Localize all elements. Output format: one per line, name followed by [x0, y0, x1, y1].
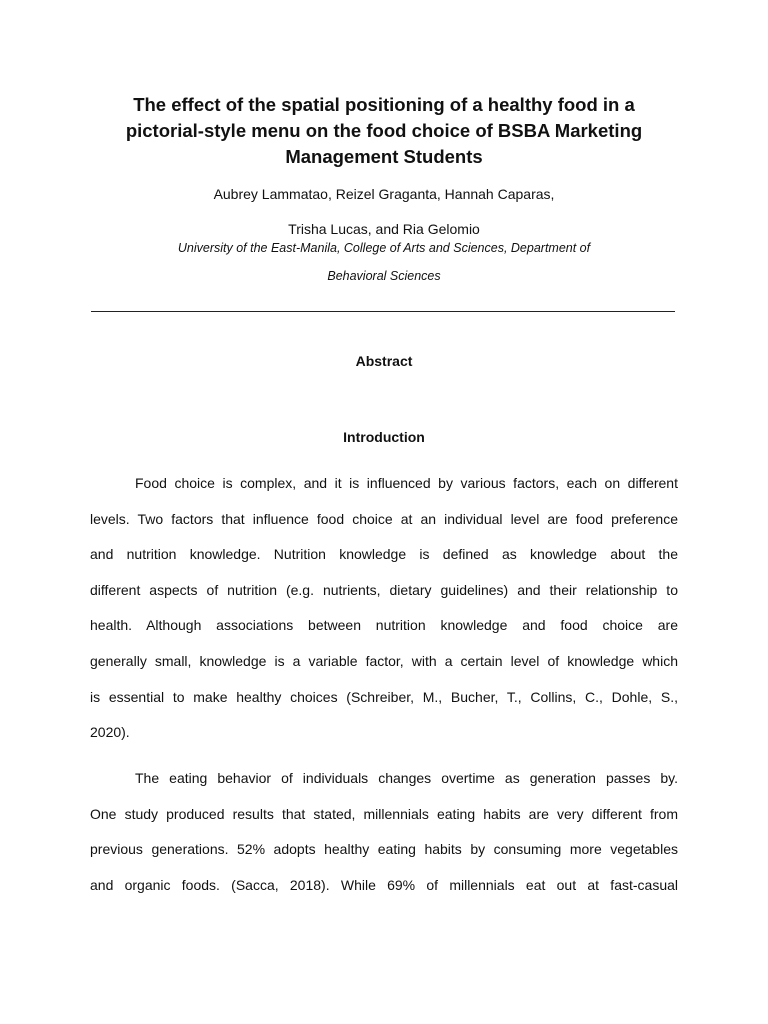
paragraph-line: generally small, knowledge is a variable factor, with a certain level of knowledge which	[90, 652, 678, 669]
paragraph-line: and organic foods. (Sacca, 2018). While 69% of millennials eat out at fast-casual	[90, 876, 678, 893]
affiliation	[90, 234, 678, 290]
paragraph-2	[90, 761, 678, 903]
paragraph-line: Food choice is complex, and it is influenced by various factors, each on different	[135, 475, 678, 491]
paragraph-line: is essential to make healthy choices (Schreiber, M., Bucher, T., Collins, C., Dohle, S.,	[90, 688, 678, 705]
paragraph-1	[90, 466, 678, 751]
title-line: Management Students	[285, 146, 483, 167]
paragraph-line: and nutrition knowledge. Nutrition knowledge is defined as knowledge about the	[90, 546, 678, 563]
paragraph-line: previous generations. 52% adopts healthy eating habits by consuming more vegetables	[90, 841, 678, 858]
author-line: Aubrey Lammatao, Reizel Graganta, Hannah Caparas,	[213, 186, 555, 202]
title-line: The effect of the spatial positioning of a healthy food in a	[133, 94, 635, 115]
paragraph-line: levels. Two factors that influence food choice at an individual level are food preference	[90, 510, 678, 527]
introduction-heading: Introduction	[343, 429, 425, 445]
affiliation-line: University of the East-Manila, College of Arts and Sciences, Department of	[177, 241, 591, 255]
author-line: Trisha Lucas, and Ria Gelomio	[288, 221, 480, 237]
paragraph-line: health. Although associations between nutrition knowledge and food choice are	[90, 617, 678, 634]
title-line: pictorial-style menu on the food choice of BSBA Marketing	[125, 120, 643, 141]
paragraph-line: The eating behavior of individuals changes overtime as generation passes by.	[135, 770, 678, 786]
horizontal-rule	[91, 311, 675, 312]
paper-title	[90, 92, 678, 170]
paragraph-line: 2020).	[90, 724, 130, 741]
affiliation-line: Behavioral Sciences	[327, 269, 441, 283]
abstract-heading: Abstract	[355, 353, 413, 369]
paragraph-line: different aspects of nutrition (e.g. nutrients, dietary guidelines) and their relationship to	[90, 581, 678, 598]
paragraph-line: One study produced results that stated, millennials eating habits are very different from	[90, 805, 678, 822]
